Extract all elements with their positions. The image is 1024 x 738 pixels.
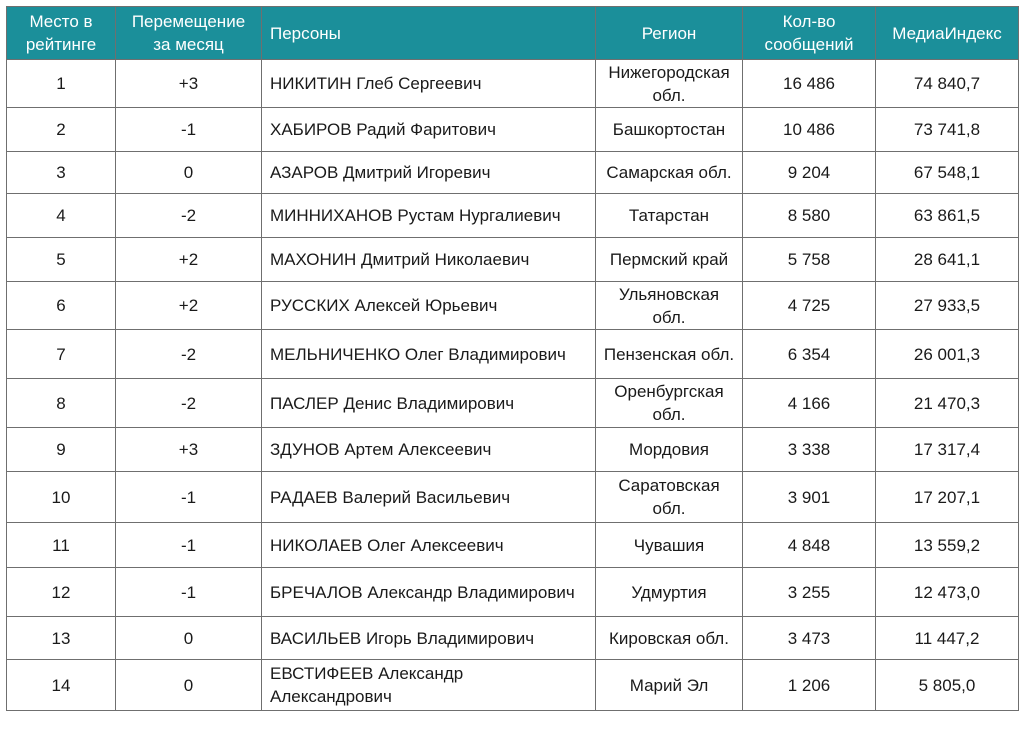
cell-region: Мордовия xyxy=(596,428,743,472)
cell-messages: 3 338 xyxy=(743,428,876,472)
table-row xyxy=(7,238,1019,282)
cell-mediaindex: 11 447,2 xyxy=(876,617,1019,660)
table-row xyxy=(7,660,1019,711)
cell-region: Оренбургская обл. xyxy=(596,379,743,428)
cell-rank: 10 xyxy=(7,472,116,523)
cell-region: Марий Эл xyxy=(596,660,743,711)
cell-movement: 0 xyxy=(116,660,262,711)
table-row xyxy=(7,152,1019,194)
cell-region: Пермский край xyxy=(596,238,743,282)
cell-person: ПАСЛЕР Денис Владимирович xyxy=(262,379,596,428)
header-rank: Место в рейтинге xyxy=(7,7,116,60)
header-mediaindex: МедиаИндекс xyxy=(876,7,1019,60)
cell-movement: -1 xyxy=(116,108,262,152)
cell-movement: -1 xyxy=(116,472,262,523)
cell-mediaindex: 17 317,4 xyxy=(876,428,1019,472)
cell-messages: 10 486 xyxy=(743,108,876,152)
cell-rank: 3 xyxy=(7,152,116,194)
header-row xyxy=(7,7,1019,60)
cell-region: Башкортостан xyxy=(596,108,743,152)
cell-mediaindex: 67 548,1 xyxy=(876,152,1019,194)
table-row xyxy=(7,282,1019,330)
cell-rank: 8 xyxy=(7,379,116,428)
table-row xyxy=(7,379,1019,428)
cell-movement: -1 xyxy=(116,568,262,617)
cell-mediaindex: 73 741,8 xyxy=(876,108,1019,152)
cell-mediaindex: 13 559,2 xyxy=(876,523,1019,568)
cell-rank: 12 xyxy=(7,568,116,617)
header-region: Регион xyxy=(596,7,743,60)
header-movement: Перемещение за месяц xyxy=(116,7,262,60)
cell-region: Татарстан xyxy=(596,194,743,238)
table-row xyxy=(7,523,1019,568)
cell-rank: 9 xyxy=(7,428,116,472)
cell-messages: 16 486 xyxy=(743,60,876,108)
cell-mediaindex: 26 001,3 xyxy=(876,330,1019,379)
cell-region: Саратовская обл. xyxy=(596,472,743,523)
cell-messages: 3 901 xyxy=(743,472,876,523)
cell-messages: 9 204 xyxy=(743,152,876,194)
cell-rank: 7 xyxy=(7,330,116,379)
cell-rank: 11 xyxy=(7,523,116,568)
cell-messages: 8 580 xyxy=(743,194,876,238)
cell-messages: 4 725 xyxy=(743,282,876,330)
header-person: Персоны xyxy=(262,7,596,60)
cell-messages: 5 758 xyxy=(743,238,876,282)
cell-region: Удмуртия xyxy=(596,568,743,617)
cell-mediaindex: 5 805,0 xyxy=(876,660,1019,711)
cell-region: Самарская обл. xyxy=(596,152,743,194)
cell-rank: 5 xyxy=(7,238,116,282)
cell-rank: 4 xyxy=(7,194,116,238)
cell-person: НИКОЛАЕВ Олег Алексеевич xyxy=(262,523,596,568)
cell-movement: +3 xyxy=(116,428,262,472)
header-messages: Кол-во сообщений xyxy=(743,7,876,60)
table-row xyxy=(7,472,1019,523)
cell-messages: 4 848 xyxy=(743,523,876,568)
cell-movement: -2 xyxy=(116,379,262,428)
cell-mediaindex: 17 207,1 xyxy=(876,472,1019,523)
cell-mediaindex: 28 641,1 xyxy=(876,238,1019,282)
cell-movement: 0 xyxy=(116,152,262,194)
cell-region: Кировская обл. xyxy=(596,617,743,660)
table-row xyxy=(7,428,1019,472)
table-row xyxy=(7,194,1019,238)
cell-person: БРЕЧАЛОВ Александр Владимирович xyxy=(262,568,596,617)
cell-mediaindex: 63 861,5 xyxy=(876,194,1019,238)
cell-mediaindex: 12 473,0 xyxy=(876,568,1019,617)
table-row xyxy=(7,60,1019,108)
cell-mediaindex: 74 840,7 xyxy=(876,60,1019,108)
cell-person: МИННИХАНОВ Рустам Нургалиевич xyxy=(262,194,596,238)
cell-rank: 6 xyxy=(7,282,116,330)
cell-person: ЗДУНОВ Артем Алексеевич xyxy=(262,428,596,472)
rating-table xyxy=(6,6,1019,711)
cell-rank: 1 xyxy=(7,60,116,108)
cell-person: НИКИТИН Глеб Сергеевич xyxy=(262,60,596,108)
cell-region: Чувашия xyxy=(596,523,743,568)
cell-mediaindex: 21 470,3 xyxy=(876,379,1019,428)
cell-movement: +2 xyxy=(116,282,262,330)
cell-person: РУССКИХ Алексей Юрьевич xyxy=(262,282,596,330)
cell-rank: 14 xyxy=(7,660,116,711)
cell-region: Пензенская обл. xyxy=(596,330,743,379)
cell-rank: 2 xyxy=(7,108,116,152)
cell-person: РАДАЕВ Валерий Васильевич xyxy=(262,472,596,523)
table-body xyxy=(7,60,1019,711)
table-row xyxy=(7,330,1019,379)
cell-person: ВАСИЛЬЕВ Игорь Владимирович xyxy=(262,617,596,660)
table-header xyxy=(7,7,1019,60)
cell-person: МАХОНИН Дмитрий Николаевич xyxy=(262,238,596,282)
cell-movement: -2 xyxy=(116,194,262,238)
cell-messages: 4 166 xyxy=(743,379,876,428)
cell-messages: 1 206 xyxy=(743,660,876,711)
cell-mediaindex: 27 933,5 xyxy=(876,282,1019,330)
cell-movement: -2 xyxy=(116,330,262,379)
cell-messages: 3 255 xyxy=(743,568,876,617)
table-row xyxy=(7,568,1019,617)
cell-movement: +2 xyxy=(116,238,262,282)
cell-person: АЗАРОВ Дмитрий Игоревич xyxy=(262,152,596,194)
cell-rank: 13 xyxy=(7,617,116,660)
cell-messages: 3 473 xyxy=(743,617,876,660)
table-row xyxy=(7,617,1019,660)
cell-movement: +3 xyxy=(116,60,262,108)
cell-movement: 0 xyxy=(116,617,262,660)
cell-person: МЕЛЬНИЧЕНКО Олег Владимирович xyxy=(262,330,596,379)
cell-person: ЕВСТИФЕЕВ Александр Александрович xyxy=(262,660,596,711)
cell-person: ХАБИРОВ Радий Фаритович xyxy=(262,108,596,152)
cell-region: Нижегородская обл. xyxy=(596,60,743,108)
cell-movement: -1 xyxy=(116,523,262,568)
cell-messages: 6 354 xyxy=(743,330,876,379)
cell-region: Ульяновская обл. xyxy=(596,282,743,330)
table-row xyxy=(7,108,1019,152)
